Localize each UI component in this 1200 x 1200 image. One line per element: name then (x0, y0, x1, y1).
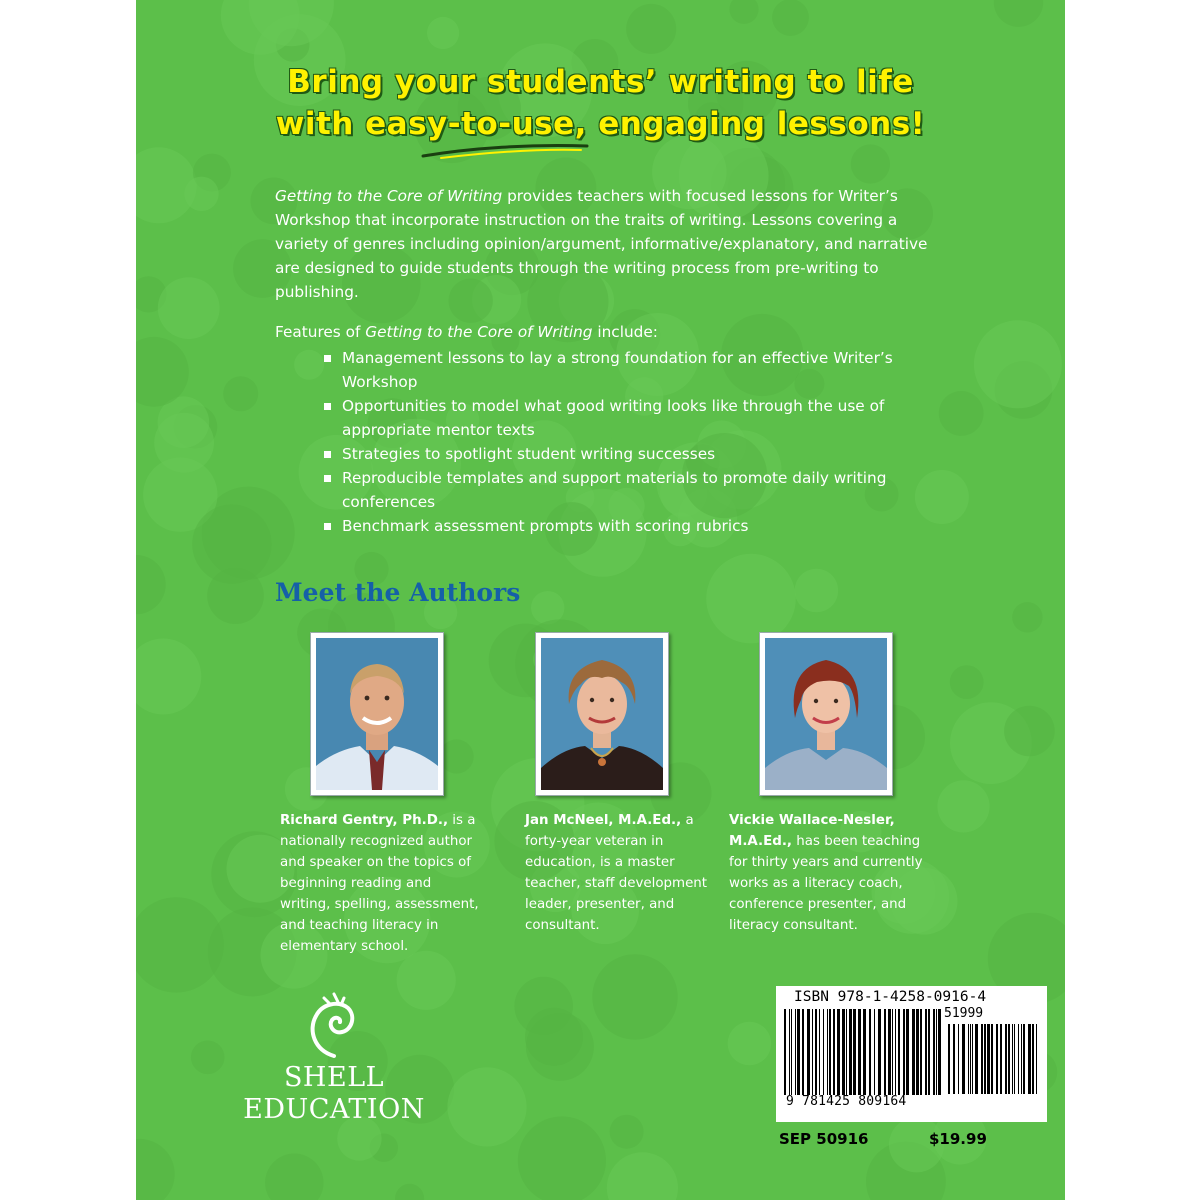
author-photo-frame (310, 632, 444, 796)
intro-text: provides teachers with focused lessons for Writer’s Workshop that incorporate instruction on the traits of writing. Lessons covering a variety of genres including opinion/argument, informative/explanatory, and narrative are designed to guide students through the writing process from pre-writing to publishing. (275, 187, 928, 301)
background-dot (395, 1184, 424, 1200)
barcode-bar (791, 1009, 792, 1095)
barcode-bar (789, 1009, 790, 1095)
author-photo-frame (759, 632, 893, 796)
barcode-bar (797, 1009, 800, 1095)
background-dot (525, 1008, 583, 1066)
barcode-bar (827, 1009, 828, 1095)
barcode-bar (829, 1009, 831, 1095)
barcode-bar (948, 1024, 950, 1094)
barcode-bar (1021, 1024, 1022, 1094)
barcode-bar (1000, 1024, 1002, 1094)
barcode-bar (892, 1009, 893, 1095)
background-dot (294, 350, 324, 380)
author-bio (525, 810, 730, 936)
headline-line-1: Bring your students’ writing to life (287, 64, 914, 100)
barcode-bar (996, 1024, 998, 1094)
author-photo-vickie-wallace-nesler (765, 638, 887, 790)
author-bio-text: a forty-year veteran in education, is a master teacher, staff development leader, presenter, and consultant. (525, 813, 708, 933)
background-dot (592, 954, 677, 1039)
barcode-addon-number: 51999 (944, 1006, 984, 1021)
barcode-bar (833, 1009, 835, 1095)
barcode-bar (903, 1009, 905, 1095)
background-dot (729, 0, 758, 24)
isbn-barcode (776, 986, 1047, 1122)
background-dot (440, 739, 474, 773)
background-dot (974, 320, 1062, 408)
author-photo-frame (535, 632, 669, 796)
background-dot (851, 144, 890, 183)
background-dot (706, 554, 796, 644)
background-dot (626, 4, 676, 54)
barcode-bar (1036, 1024, 1037, 1094)
publisher-name-line-2: EDUCATION (243, 1094, 425, 1125)
barcode-bar (958, 1024, 959, 1094)
square-bullet-icon (324, 403, 331, 410)
background-dot (158, 277, 220, 339)
background-dot (136, 897, 224, 992)
barcode-bar (936, 1009, 937, 1095)
barcode-bar (1023, 1024, 1025, 1094)
barcode-bar (812, 1009, 813, 1095)
barcode-bar (863, 1009, 866, 1095)
barcode-bar (807, 1009, 810, 1095)
ean-digits: 9 781425 809164 (786, 1094, 907, 1109)
product-code: SEP 50916 (779, 1130, 869, 1148)
barcode-bar (906, 1009, 909, 1095)
features-intro-prefix: Features of (275, 323, 366, 341)
author-bio-text: has been teaching for thirty years and currently works as a literacy coach, conference presenter, and literacy consultant. (729, 834, 923, 933)
background-dot (915, 470, 969, 524)
publisher-name-line-1: SHELL (283, 1062, 385, 1093)
background-dot (950, 665, 984, 699)
barcode-bar (823, 1009, 824, 1095)
background-dot (1004, 706, 1055, 757)
author-name: Richard Gentry, Ph.D., (280, 813, 449, 828)
headline-line-2: with easy-to-use, engaging lessons! (275, 106, 926, 142)
author-name: Jan McNeel, M.A.Ed., (525, 813, 682, 828)
shell-education-logo (234, 986, 434, 1136)
features-list (322, 346, 922, 538)
background-dot (265, 1154, 323, 1200)
headline-underline-swoosh (421, 140, 591, 162)
barcode-bar (1028, 1024, 1031, 1094)
author-bio (280, 810, 485, 957)
barcode-bar (1005, 1024, 1007, 1094)
barcode-bar (849, 1009, 852, 1095)
barcode-bar (1008, 1024, 1010, 1094)
square-bullet-icon (324, 475, 331, 482)
background-dot (1012, 602, 1042, 632)
background-dot (937, 780, 989, 832)
barcode-bar (819, 1009, 820, 1095)
price: $19.99 (929, 1130, 987, 1148)
barcode-bar (962, 1024, 965, 1094)
barcode-bar (874, 1009, 875, 1095)
barcode-bars-main (784, 1009, 942, 1095)
background-dot (427, 17, 459, 49)
feature-item: Reproducible templates and support materials to promote daily writing conferences (322, 466, 922, 514)
barcode-bar (991, 1024, 993, 1094)
feature-item: Management lessons to lay a strong foundation for an effective Writer’s Workshop (322, 346, 922, 394)
background-dot (994, 0, 1043, 27)
barcode-bar (970, 1024, 971, 1094)
barcode-bar (968, 1024, 969, 1094)
barcode-bar (869, 1009, 871, 1095)
feature-item: Opportunities to model what good writing looks like through the use of appropriate mentor texts (322, 394, 922, 442)
author-photo-richard-gentry (316, 638, 438, 790)
barcode-bar (815, 1009, 817, 1095)
barcode-bar (837, 1009, 840, 1095)
barcode-bar (1014, 1024, 1015, 1094)
barcode-bar (1012, 1024, 1013, 1094)
feature-item: Benchmark assessment prompts with scoring rubrics (322, 514, 922, 538)
barcode-bar (928, 1009, 930, 1095)
barcode-bar (1018, 1024, 1019, 1094)
intro-paragraph (275, 184, 955, 304)
background-dot (191, 1041, 225, 1075)
barcode-bar (987, 1024, 990, 1094)
barcode-bar (858, 1009, 861, 1095)
features-intro-title: Getting to the Core of Writing (365, 323, 593, 341)
barcode-bar (916, 1009, 919, 1095)
background-dot (223, 376, 258, 411)
background-dot (447, 1067, 526, 1146)
barcode-bar (842, 1009, 845, 1095)
author-name: Vickie Wallace-Nesler, M.A.Ed., (729, 813, 895, 849)
meet-the-authors-heading: Meet the Authors (275, 578, 521, 607)
barcode-bar (975, 1024, 978, 1094)
background-dot (184, 177, 218, 211)
book-back-cover (136, 0, 1065, 1200)
feature-item: Strategies to spotlight student writing successes (322, 442, 922, 466)
background-dot (728, 1022, 772, 1066)
background-dot (136, 639, 201, 715)
background-dot (939, 391, 984, 436)
barcode-bar (884, 1009, 886, 1095)
background-dot (192, 504, 271, 583)
barcode-bar (784, 1009, 786, 1095)
nautilus-shell-icon (304, 990, 364, 1060)
square-bullet-icon (324, 451, 331, 458)
square-bullet-icon (324, 355, 331, 362)
barcode-bar (802, 1009, 804, 1095)
barcode-bar (925, 1009, 927, 1095)
barcode-bar (920, 1009, 922, 1095)
barcode-bar (853, 1009, 856, 1095)
background-dot (136, 555, 166, 614)
author-photo-jan-mcneel (541, 638, 663, 790)
barcode-bars-addon (948, 1024, 1040, 1094)
barcode-bar (933, 1009, 935, 1095)
background-dot (610, 1115, 644, 1149)
barcode-bar (846, 1009, 847, 1095)
barcode-bar (895, 1009, 896, 1095)
barcode-bar (972, 1024, 973, 1094)
background-dot (772, 0, 809, 36)
author-bio (729, 810, 934, 936)
intro-book-title: Getting to the Core of Writing (275, 187, 503, 205)
features-intro-suffix: include: (592, 323, 658, 341)
square-bullet-icon (324, 523, 331, 530)
background-dot (531, 591, 564, 624)
isbn-number: ISBN 978-1-4258-0916-4 (794, 989, 987, 1005)
background-dot (607, 1152, 678, 1200)
background-dot (795, 569, 839, 613)
barcode-bar (912, 1009, 915, 1095)
barcode-bar (795, 1009, 796, 1095)
barcode-bar (984, 1024, 986, 1094)
background-dot (518, 1116, 606, 1200)
background-dot (136, 337, 189, 407)
barcode-bar (888, 1009, 891, 1095)
background-dot (136, 1139, 175, 1200)
barcode-bar (878, 1009, 881, 1095)
author-bio-text: is a nationally recognized author and speaker on the topics of beginning reading and writing, spelling, assessment, and teaching literacy in elementary school. (280, 813, 479, 954)
barcode-bar (981, 1024, 983, 1094)
barcode-bar (938, 1009, 941, 1095)
barcode-bar (898, 1009, 900, 1095)
barcode-bar (953, 1024, 955, 1094)
barcode-bar (1032, 1024, 1034, 1094)
features-intro (275, 320, 955, 344)
